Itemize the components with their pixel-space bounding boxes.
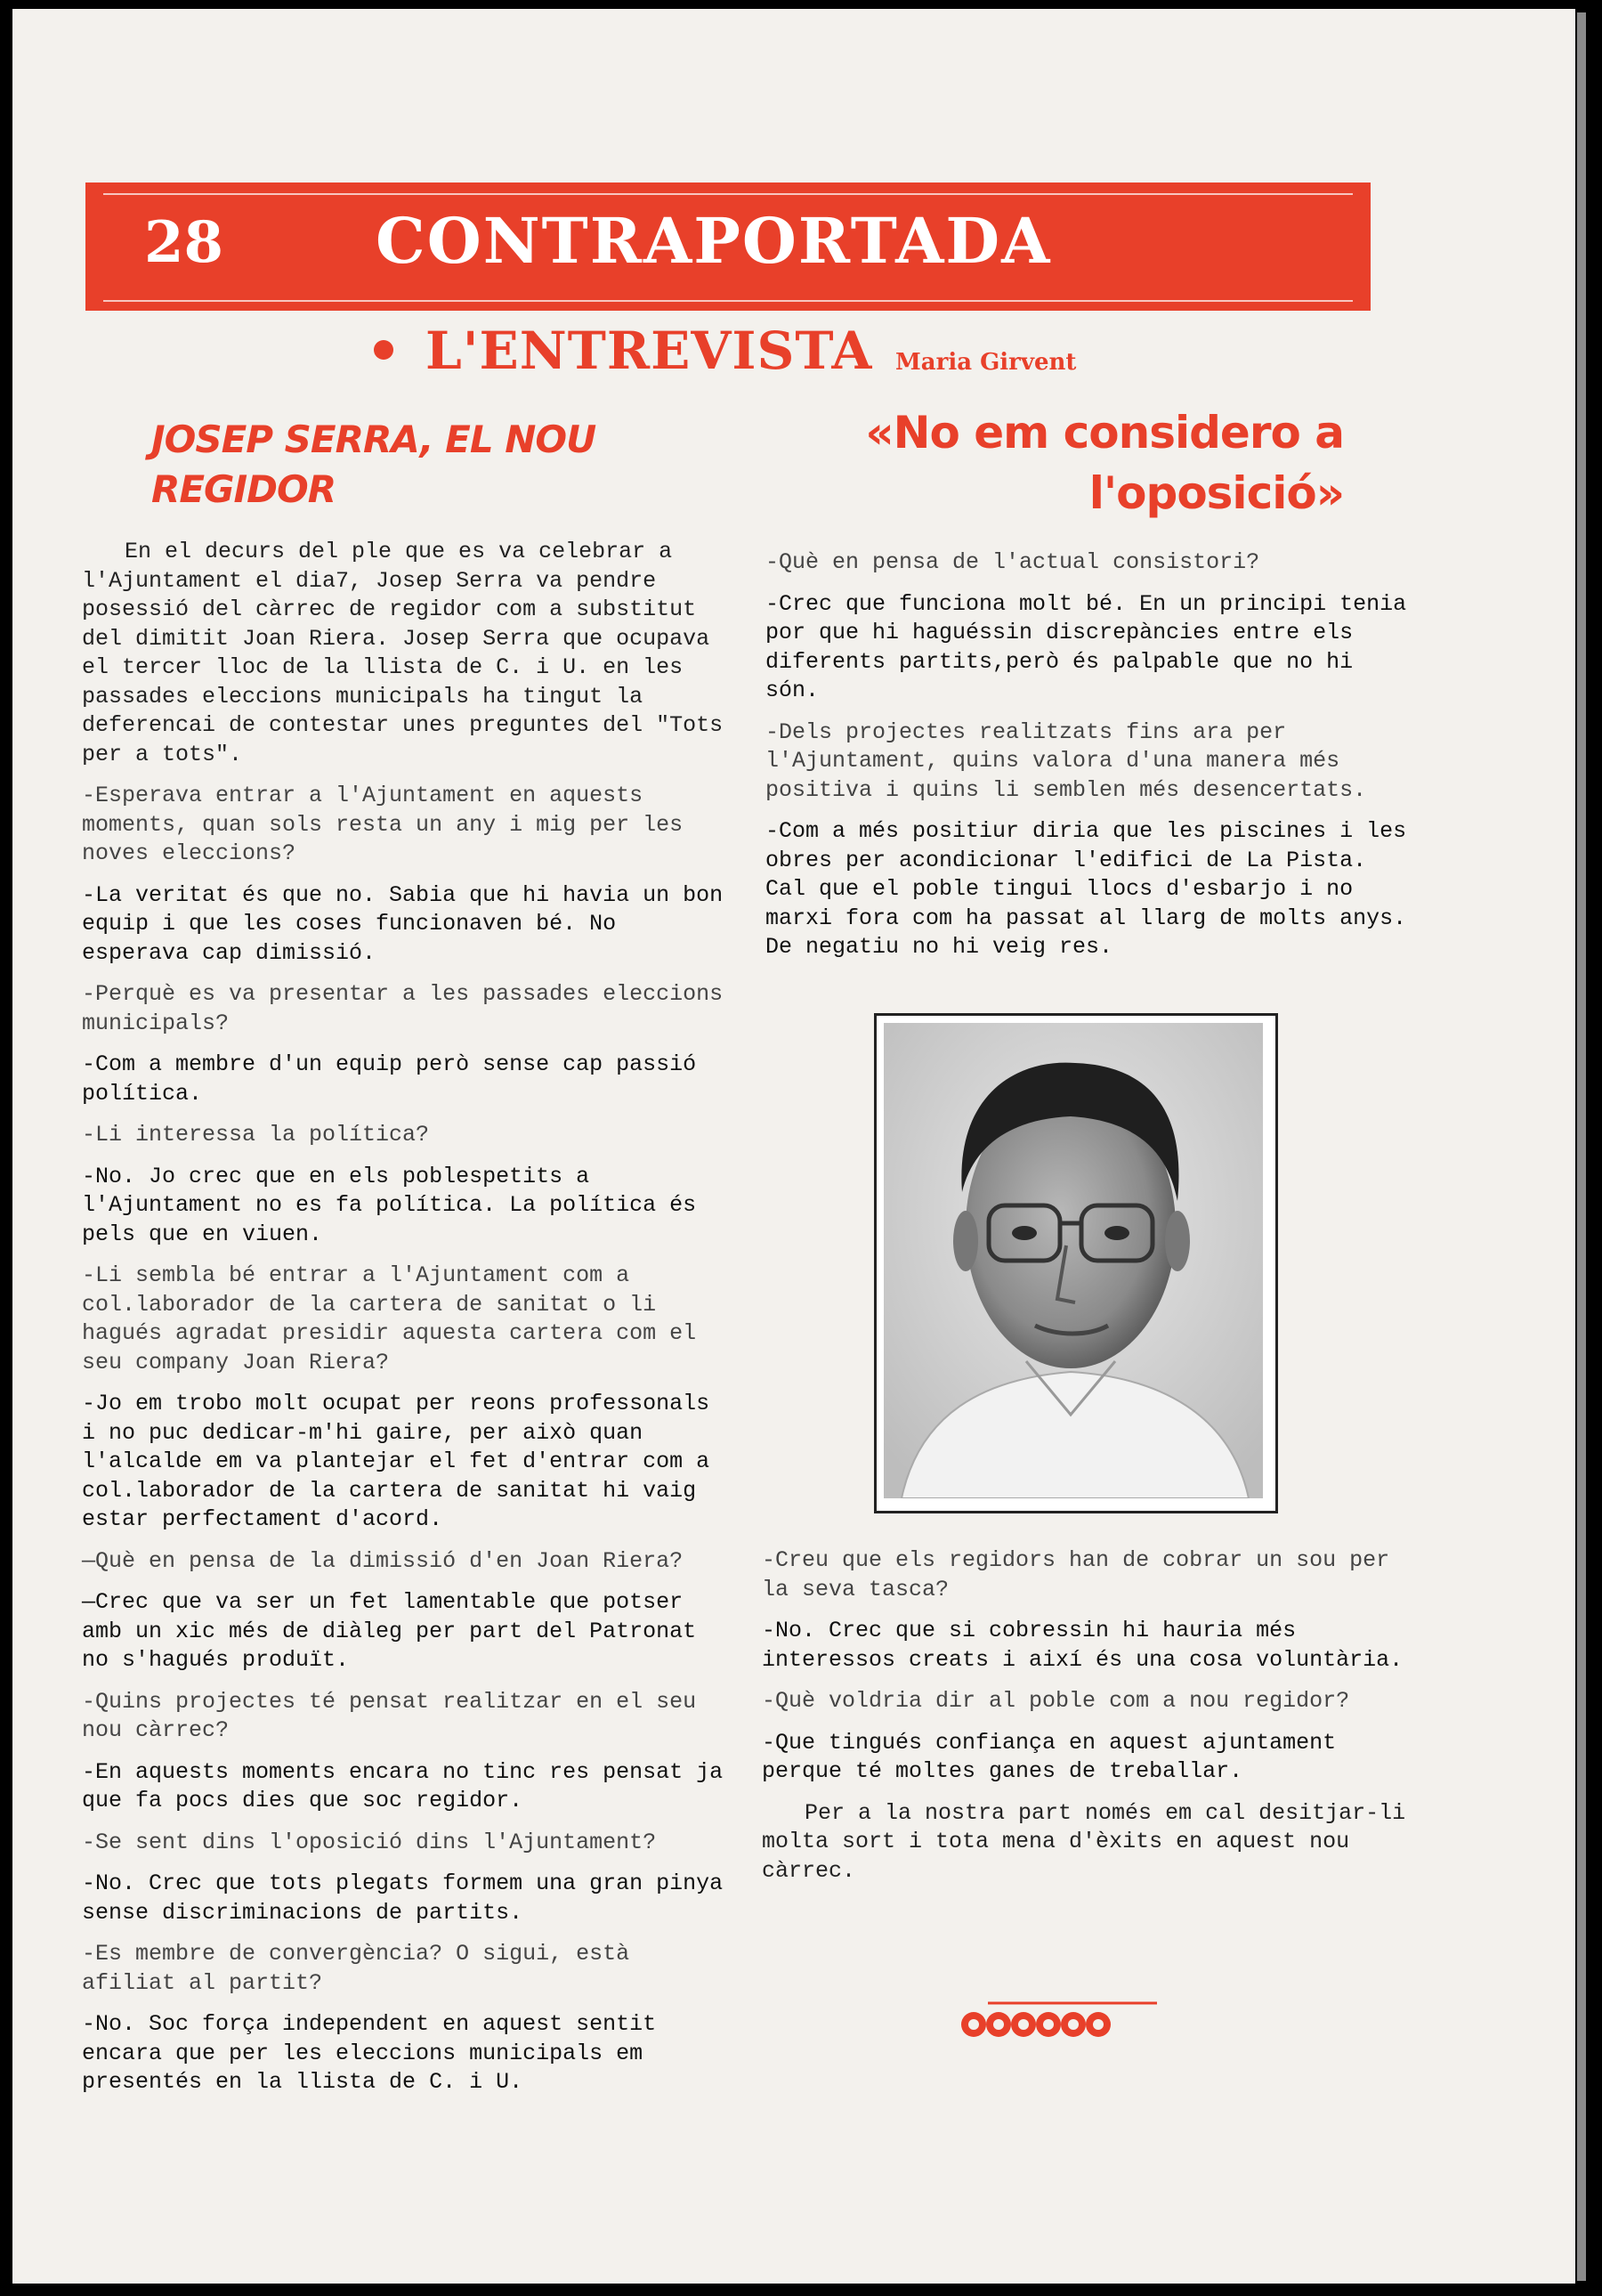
section-title: CONTRAPORTADA xyxy=(376,204,1052,278)
column-left xyxy=(82,538,727,2110)
answer-paragraph: -No. Crec que si cobressin hi hauria més interessos creats i així és una cosa voluntària. xyxy=(762,1618,1404,1673)
text-paragraph: En el decurs del ple que es va celebrar a l'Ajuntament el dia7, Josep Serra va pendre posessió del càrrec de regidor com a substitut del dimitit Joan Riera. Josep Serra que ocupava el tercer lloc de la llista de C. i U. en les passades eleccions municipals ha tingut la deferencai de contestar unes preguntes del "Tots per a tots". xyxy=(82,539,724,767)
question-paragraph: -Quins projectes té pensat realitzar en el seu nou càrrec? xyxy=(82,1688,697,1743)
answer-paragraph: -Com a membre d'un equip però sense cap passió política. xyxy=(82,1051,697,1107)
ornament xyxy=(952,1998,1166,2042)
answer-paragraph: -La veritat és que no. Sabia que hi havia un bon equip i que les coses funcionaven bé. No esperava cap dimissió. xyxy=(82,881,724,966)
question-paragraph: -Dels projectes realitzats fins ara per l'Ajuntament, quins valora d'una manera més positiva i quins li semblen més desencertats. xyxy=(765,718,1367,803)
page-edge xyxy=(1577,12,1586,2281)
headline-right: «No em considero a l'oposició» xyxy=(865,407,1344,519)
question-paragraph: -Què en pensa de l'actual consistori? xyxy=(765,549,1260,575)
author-name: Maria Girvent xyxy=(895,349,1077,376)
answer-paragraph: -Jo em trobo molt ocupat per reons professonals i no puc dedicar-m'hi gaire, per això quan l'alcalde em va plantejar el fet d'entrar com a col.laborador de la cartera de sanitat hi vaig estar perfectament d'acord. xyxy=(82,1391,710,1532)
answer-paragraph: -No. Jo crec que en els poblespetits a l'Ajuntament no es fa política. La política és pels que en viuen. xyxy=(82,1163,697,1247)
bullet-icon xyxy=(374,340,393,360)
question-paragraph: -Què voldria dir al poble com a nou regidor? xyxy=(762,1688,1350,1714)
answer-paragraph: -Com a més positiur diria que les piscines i les obres per acondicionar l'edifici de La Pista. Cal que el poble tingui llocs d'esbarjo i no marxi fora com ha passat al llarg de molts anys. De negatiu no hi veig res. xyxy=(765,818,1407,960)
portrait-image xyxy=(884,1023,1268,1504)
answer-paragraph: —Crec que va ser un fet lamentable que potser amb un xic més de diàleg per part del Patronat no s'hagués produït. xyxy=(82,1589,697,1673)
column-right-bottom xyxy=(762,1546,1407,1898)
banner-rule-bottom xyxy=(103,300,1353,302)
banner-rule-top xyxy=(103,193,1353,195)
question-paragraph: -Li interessa la política? xyxy=(82,1122,430,1148)
question-paragraph: -Se sent dins l'oposició dins l'Ajuntament? xyxy=(82,1829,657,1855)
page-number: 28 xyxy=(144,209,224,276)
answer-paragraph: -No. Soc força independent en aquest sentit encara que per les eleccions municipals em presentés en la llista de C. i U. xyxy=(82,2011,657,2095)
ornament-icon xyxy=(961,2012,1111,2037)
answer-paragraph: -No. Crec que tots plegats formem una gran pinya sense discriminacions de partits. xyxy=(82,1870,724,1926)
headline-left: JOSEP SERRA, EL NOU REGIDOR xyxy=(151,418,596,511)
answer-paragraph: -Crec que funciona molt bé. En un principi tenia por que hi haguéssin discrepàncies entre els diferents partits,però és palpable que no hi són. xyxy=(765,590,1407,703)
portrait-photo xyxy=(874,1013,1278,1513)
header-banner xyxy=(85,183,1371,311)
question-paragraph: -Perquè es va presentar a les passades eleccions municipals? xyxy=(82,981,724,1036)
section-heading xyxy=(374,320,1175,383)
question-paragraph: -Es membre de convergència? O sigui, està afiliat al partit? xyxy=(82,1941,630,1996)
question-paragraph: -Li sembla bé entrar a l'Ajuntament com a col.laborador de la cartera de sanitat o li hagués agradat presidir aquesta cartera com el seu company Joan Riera? xyxy=(82,1262,697,1375)
answer-paragraph: -En aquests moments encara no tinc res pensat ja que fa pocs dies que soc regidor. xyxy=(82,1758,724,1813)
answer-paragraph: -Que tingués confiança en aquest ajuntament perque té moltes ganes de treballar. xyxy=(762,1729,1337,1784)
question-paragraph: -Creu que els regidors han de cobrar un sou per la seva tasca? xyxy=(762,1547,1390,1602)
column-right-top xyxy=(765,548,1415,975)
question-paragraph: -Esperava entrar a l'Ajuntament en aquests moments, quan sols resta un any i mig per les noves eleccions? xyxy=(82,783,684,866)
text-paragraph: Per a la nostra part només em cal desitjar-li molta sort i tota mena d'èxits en aquest nou càrrec. xyxy=(762,1799,1406,1884)
section-label: L'ENTREVISTA xyxy=(425,320,873,381)
question-paragraph: —Què en pensa de la dimissió d'en Joan Riera? xyxy=(82,1547,684,1574)
